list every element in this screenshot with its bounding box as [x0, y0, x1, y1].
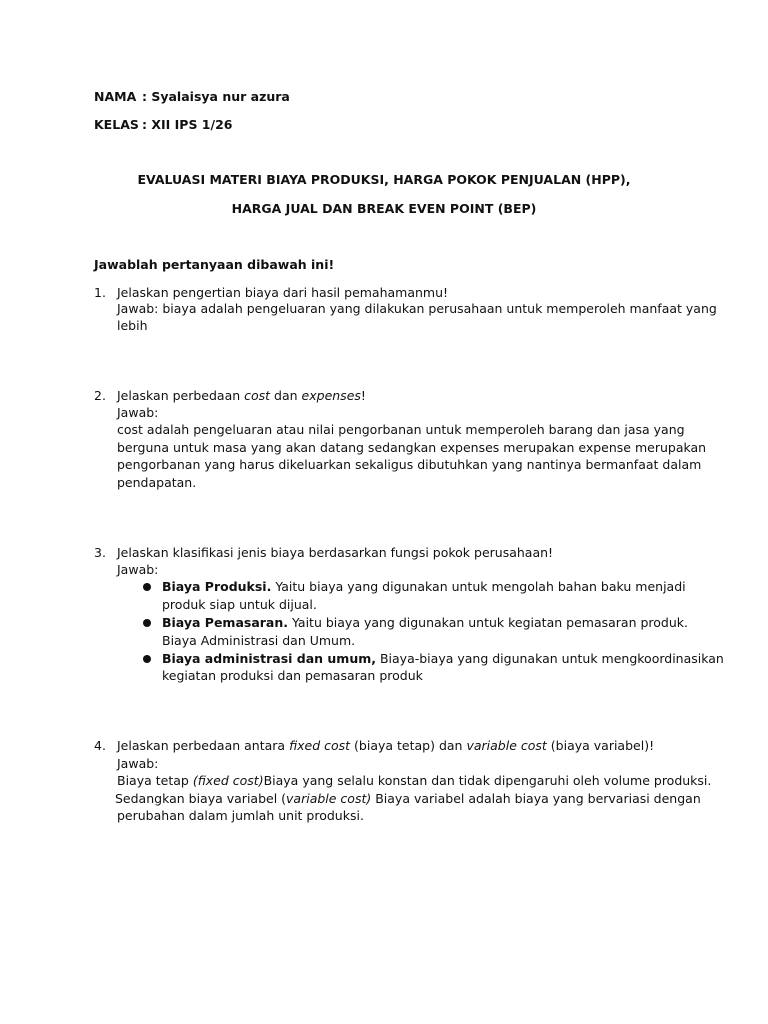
- nama-label: NAMA: [94, 89, 137, 104]
- nama-line: [94, 88, 290, 106]
- q3-bullet-1: [162, 578, 686, 596]
- q1-answer-line-2: lebih: [117, 318, 148, 333]
- q4-answer-line-2: [115, 790, 701, 808]
- q2-question-cost: cost: [244, 388, 271, 403]
- bullet-icon: [143, 583, 151, 591]
- q3-bullet-1-line-2: produk siap untuk dijual.: [162, 597, 317, 612]
- q1-number: 1.: [94, 285, 106, 300]
- kelas-line: [94, 116, 232, 134]
- q3-number: 3.: [94, 545, 106, 560]
- title-line-2: HARGA JUAL DAN BREAK EVEN POINT (BEP): [231, 201, 537, 216]
- q4-answer-2-italic: variable cost): [286, 791, 372, 806]
- q2-answer-line-1: cost adalah pengeluaran atau nilai pengorbanan untuk memperoleh barang dan jasa yang: [117, 422, 685, 437]
- nama-value: : Syalaisya nur azura: [142, 89, 290, 104]
- q3-jawab: Jawab:: [117, 562, 159, 577]
- q4-answer-2-pre: Sedangkan biaya variabel (: [115, 791, 287, 806]
- q4-answer-1-post: Biaya yang selalu konstan dan tidak dipengaruhi oleh volume produksi.: [263, 773, 712, 788]
- q3-bullet-1-term: Biaya Produksi.: [162, 579, 272, 594]
- q2-number: 2.: [94, 388, 106, 403]
- q3-bullet-3-line-2: kegiatan produksi dan pemasaran produk: [162, 668, 423, 683]
- q3-bullet-1-text: Yaitu biaya yang digunakan untuk mengolah bahan baku menjadi: [271, 579, 686, 594]
- q3-bullet-3: [162, 650, 724, 668]
- q2-answer-line-4: pendapatan.: [117, 475, 197, 490]
- q3-question: Jelaskan klasifikasi jenis biaya berdasarkan fungsi pokok perusahaan!: [117, 545, 554, 560]
- q3-bullet-2-line-2: Biaya Administrasi dan Umum.: [162, 633, 356, 648]
- q4-question: [117, 737, 654, 755]
- q2-answer-line-2: berguna untuk masa yang akan datang sedangkan expenses merupakan expense merupakan: [117, 440, 707, 455]
- q4-jawab: Jawab:: [117, 756, 159, 771]
- q2-answer-line-3: pengorbanan yang harus dikeluarkan sekaligus dibutuhkan yang nantinya bermanfaat dalam: [117, 457, 702, 472]
- q4-question-fixed: fixed cost: [289, 738, 351, 753]
- q4-question-post: (biaya variabel)!: [546, 738, 655, 753]
- bullet-icon: [143, 619, 151, 627]
- bullet-icon: [143, 655, 151, 663]
- q4-question-mid: (biaya tetap) dan: [350, 738, 467, 753]
- q4-question-variable: variable cost: [466, 738, 547, 753]
- q2-question-post: !: [360, 388, 366, 403]
- q4-number: 4.: [94, 738, 106, 753]
- q4-answer-1-italic: (fixed cost): [192, 773, 264, 788]
- q4-answer-1-pre: Biaya tetap: [117, 773, 193, 788]
- q2-question: [117, 387, 366, 405]
- q4-answer-2-post: Biaya variabel adalah biaya yang bervariasi dengan: [371, 791, 701, 806]
- q2-question-mid: dan: [270, 388, 302, 403]
- q3-bullet-3-text: Biaya-biaya yang digunakan untuk mengkoordinasikan: [376, 651, 724, 666]
- q1-answer-line-1: Jawab: biaya adalah pengeluaran yang dilakukan perusahaan untuk memperoleh manfaat yang: [117, 301, 717, 316]
- q2-question-expenses: expenses: [301, 388, 361, 403]
- q3-bullet-3-term: Biaya administrasi dan umum,: [162, 651, 376, 666]
- instruction: Jawablah pertanyaan dibawah ini!: [94, 257, 335, 272]
- q2-question-pre: Jelaskan perbedaan: [117, 388, 245, 403]
- title-line-1: EVALUASI MATERI BIAYA PRODUKSI, HARGA POKOK PENJUALAN (HPP),: [137, 172, 631, 187]
- q4-question-pre: Jelaskan perbedaan antara: [117, 738, 290, 753]
- q2-jawab: Jawab:: [117, 405, 159, 420]
- kelas-value: : XII IPS 1/26: [142, 117, 233, 132]
- q4-answer-line-3: perubahan dalam jumlah unit produksi.: [117, 808, 364, 823]
- q3-bullet-2: [162, 614, 688, 632]
- q1-question: Jelaskan pengertian biaya dari hasil pemahamanmu!: [117, 285, 449, 300]
- q3-bullet-2-text: Yaitu biaya yang digunakan untuk kegiatan pemasaran produk.: [288, 615, 688, 630]
- kelas-label: KELAS: [94, 117, 139, 132]
- q4-answer-line-1: [117, 772, 711, 790]
- q3-bullet-2-term: Biaya Pemasaran.: [162, 615, 289, 630]
